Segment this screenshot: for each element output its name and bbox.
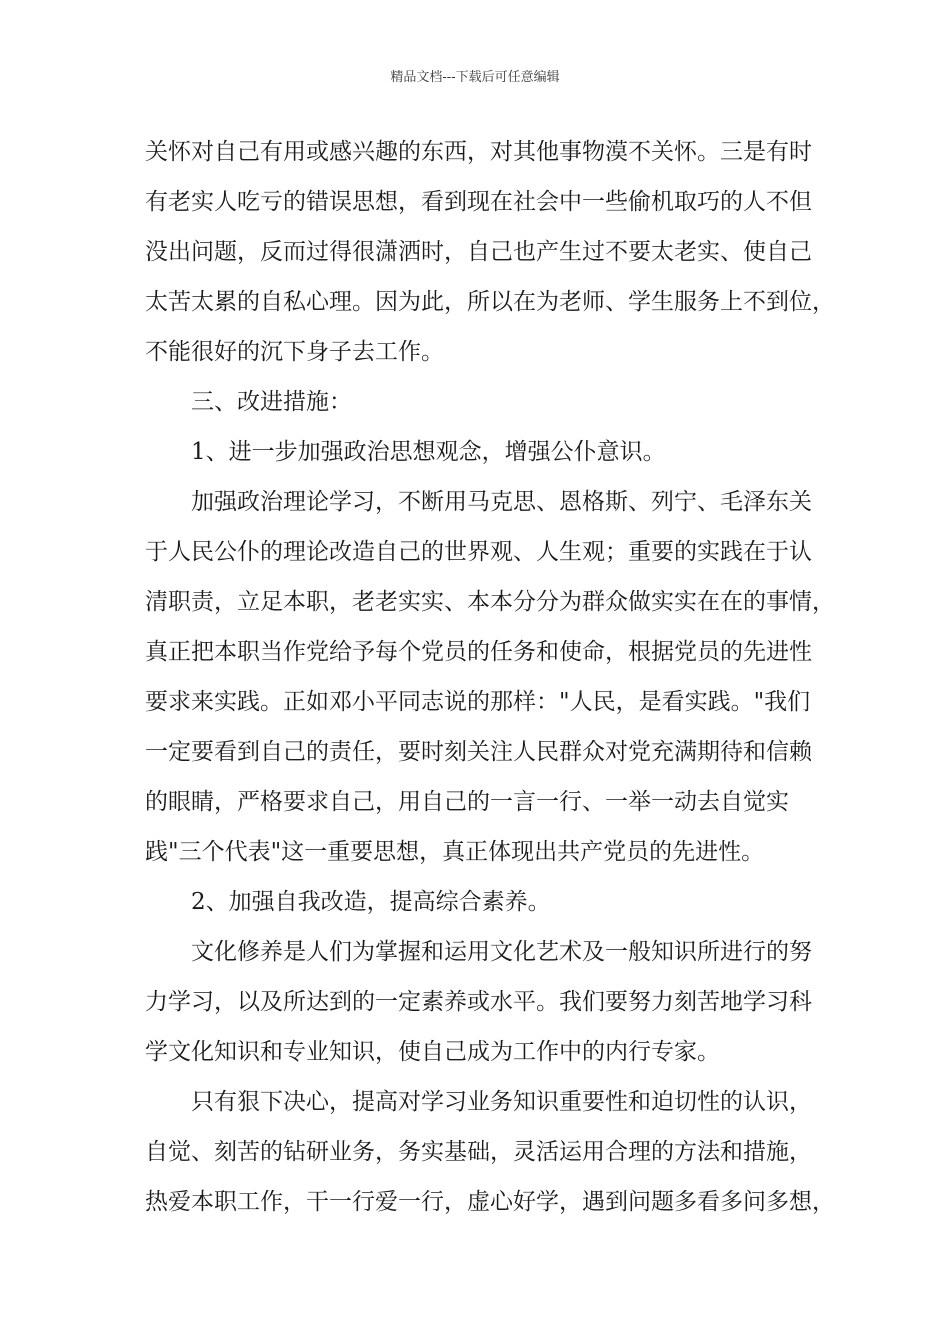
text-line: 有老实人吃亏的错误思想，看到现在社会中一些偷机取巧的人不但 <box>145 189 812 215</box>
text-line: 力学习，以及所达到的一定素养或水平。我们要努力刻苦地学习科 <box>145 989 812 1015</box>
text-line: 践"三个代表"这一重要思想，真正体现出共产党员的先进性。 <box>145 839 765 865</box>
text-line: 热爱本职工作，干一行爱一行，虚心好学，遇到问题多看多问多想， <box>145 1189 835 1215</box>
text-line: 三、改进措施： <box>191 389 352 415</box>
text-line: 要求来实践。正如邓小平同志说的那样："人民，是看实践。"我们 <box>145 689 811 715</box>
text-line: 清职责，立足本职，老老实实、本本分分为群众做实实在在的事情， <box>145 589 835 615</box>
text-line: 只有狠下决心，提高对学习业务知识重要性和迫切性的认识， <box>191 1089 812 1115</box>
text-line: 的眼睛，严格要求自己，用自己的一言一行、一举一动去自觉实 <box>145 789 789 815</box>
text-line: 太苦太累的自私心理。因为此，所以在为老师、学生服务上不到位， <box>145 289 835 315</box>
text-line: 一定要看到自己的责任，要时刻关注人民群众对党充满期待和信赖 <box>145 739 812 765</box>
document-body <box>145 127 835 1227</box>
text-line: 加强政治理论学习，不断用马克思、恩格斯、列宁、毛泽东关 <box>191 489 812 515</box>
text-line: 1、进一步加强政治思想观念，增强公仆意识。 <box>191 439 666 465</box>
text-line: 没出问题，反而过得很潇洒时，自己也产生过不要太老实、使自己 <box>145 239 812 265</box>
text-line: 不能很好的沉下身子去工作。 <box>145 339 444 365</box>
text-line: 关怀对自己有用或感兴趣的东西，对其他事物漠不关怀。三是有时 <box>145 139 812 165</box>
page-header: 精品文档---下载后可任意编辑 <box>390 70 560 85</box>
text-line: 于人民公仆的理论改造自己的世界观、人生观；重要的实践在于认 <box>145 539 812 565</box>
text-line: 真正把本职当作党给予每个党员的任务和使命，根据党员的先进性 <box>145 639 812 665</box>
text-line: 学文化知识和专业知识，使自己成为工作中的内行专家。 <box>145 1039 720 1065</box>
text-line: 文化修养是人们为掌握和运用文化艺术及一般知识所进行的努 <box>191 939 812 965</box>
text-line: 2、加强自我改造，提高综合素养。 <box>191 889 551 915</box>
text-line: 自觉、刻苦的钻研业务，务实基础，灵活运用合理的方法和措施， <box>145 1139 812 1165</box>
